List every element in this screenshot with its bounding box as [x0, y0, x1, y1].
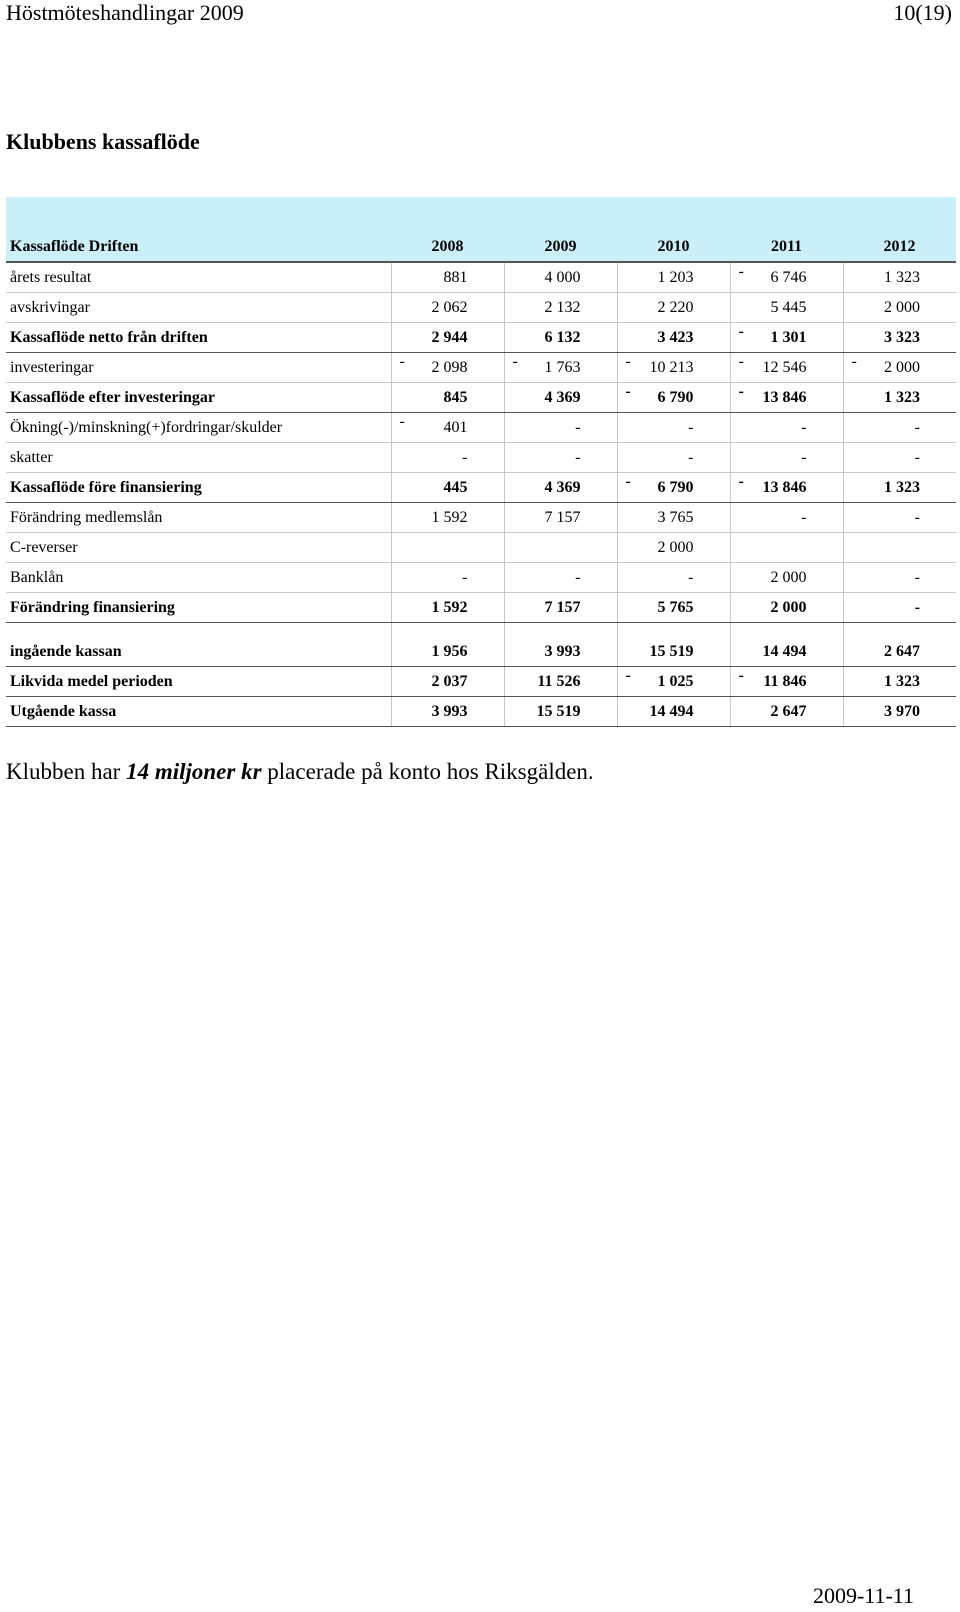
negative-sign: -: [738, 353, 744, 370]
section-title: Klubbens kassaflöde: [6, 129, 200, 154]
negative-sign: -: [738, 263, 744, 280]
negative-sign: -: [738, 323, 744, 340]
table-row: [6, 473, 956, 503]
negative-sign: -: [625, 667, 631, 684]
cell-2008: 845: [391, 383, 504, 413]
table-row: [6, 262, 956, 293]
cell-2011: [730, 262, 843, 293]
cell-2011: 2 000: [730, 593, 843, 623]
cell-2012: 1 323: [843, 667, 956, 697]
cell-2008: -: [391, 443, 504, 473]
cell-number: 13 846: [762, 388, 807, 406]
row-label: ingående kassan: [6, 637, 391, 667]
row-label: Utgående kassa: [6, 697, 391, 727]
table-row: [6, 533, 956, 563]
table-row: [6, 697, 956, 727]
cell-2009: [504, 353, 617, 383]
table-header-row: [6, 233, 956, 262]
table-row: [6, 293, 956, 323]
cell-2008: -: [391, 563, 504, 593]
cell-2011: [730, 667, 843, 697]
cell-2009: -: [504, 443, 617, 473]
negative-sign: -: [625, 473, 631, 490]
table-header-band: [6, 197, 956, 233]
year-header: 2010: [617, 233, 730, 262]
cell-number: 11 846: [763, 672, 807, 690]
negative-sign: -: [399, 353, 405, 370]
table-row: [6, 353, 956, 383]
cell-2012: -: [843, 593, 956, 623]
cell-2008: 881: [391, 262, 504, 293]
cell-2011: 2 000: [730, 563, 843, 593]
table-row: [6, 667, 956, 697]
cell-2008: [391, 413, 504, 443]
cell-2012: -: [843, 413, 956, 443]
cell-number: 2 098: [431, 358, 468, 376]
table-row: [6, 503, 956, 533]
cell-2010: -: [617, 563, 730, 593]
cell-2012: 3 970: [843, 697, 956, 727]
row-label: Kassaflöde före finansiering: [6, 473, 391, 503]
row-label: C-reverser: [6, 533, 391, 563]
cell-2010: 2 000: [617, 533, 730, 563]
year-header: 2011: [730, 233, 843, 262]
row-label: Likvida medel perioden: [6, 667, 391, 697]
cell-2012: 1 323: [843, 262, 956, 293]
cell-number: 1 025: [657, 672, 694, 690]
cell-2010: 3 765: [617, 503, 730, 533]
cell-2008: 2 062: [391, 293, 504, 323]
cell-2012: 2 647: [843, 637, 956, 667]
cell-2011: [730, 383, 843, 413]
cell-2010: [617, 667, 730, 697]
cell-2008: 445: [391, 473, 504, 503]
cell-2009: -: [504, 563, 617, 593]
cell-2010: -: [617, 413, 730, 443]
cell-2010: 14 494: [617, 697, 730, 727]
cell-2008: 3 993: [391, 697, 504, 727]
cell-number: 6 746: [770, 268, 807, 286]
cell-2011: 14 494: [730, 637, 843, 667]
note-text-end: placerade på konto hos Riksgälden.: [261, 759, 594, 784]
cell-2011: [730, 473, 843, 503]
cell-number: 6 790: [657, 388, 694, 406]
cell-2010: -: [617, 443, 730, 473]
year-header: 2012: [843, 233, 956, 262]
table-row: [6, 383, 956, 413]
cell-2009: 4 369: [504, 383, 617, 413]
cell-2011: [730, 323, 843, 353]
cell-2010: 3 423: [617, 323, 730, 353]
row-label: Ökning(-)/minskning(+)fordringar/skulder: [6, 413, 391, 443]
placement-note: [6, 758, 594, 786]
cell-2009: 4 369: [504, 473, 617, 503]
row-label: årets resultat: [6, 262, 391, 293]
cell-number: 2 000: [884, 358, 920, 376]
cell-number: 1 301: [770, 328, 807, 346]
cell-number: 401: [443, 418, 468, 436]
negative-sign: -: [738, 667, 744, 684]
negative-sign: -: [625, 383, 631, 400]
cell-2011: 2 647: [730, 697, 843, 727]
spacer-cell: [6, 623, 391, 638]
year-header: 2008: [391, 233, 504, 262]
cell-number: 6 790: [657, 478, 694, 496]
cell-2008: 1 592: [391, 593, 504, 623]
row-label: Kassaflöde netto från driften: [6, 323, 391, 353]
document-title: Höstmöteshandlingar 2009: [6, 0, 244, 25]
cell-2012: -: [843, 503, 956, 533]
negative-sign: -: [851, 353, 857, 370]
cell-2010: [617, 353, 730, 383]
row-label: Kassaflöde efter investeringar: [6, 383, 391, 413]
cell-2008: 2 037: [391, 667, 504, 697]
row-label: skatter: [6, 443, 391, 473]
footer-date: 2009-11-11: [812, 1583, 914, 1608]
page-number: 10(19): [893, 0, 952, 25]
note-emphasis: 14 miljoner kr: [126, 759, 262, 784]
cell-2008: [391, 353, 504, 383]
negative-sign: -: [625, 353, 631, 370]
table-body: [6, 262, 956, 727]
cell-2009: 3 993: [504, 637, 617, 667]
cell-2009: 6 132: [504, 323, 617, 353]
cell-number: 13 846: [762, 478, 807, 496]
cell-2009: [504, 533, 617, 563]
table-row: [6, 443, 956, 473]
row-label: investeringar: [6, 353, 391, 383]
cell-2008: 1 592: [391, 503, 504, 533]
cell-2010: 15 519: [617, 637, 730, 667]
cell-2009: 2 132: [504, 293, 617, 323]
year-header: 2009: [504, 233, 617, 262]
spacer-cell: [843, 623, 956, 638]
cell-2010: [617, 383, 730, 413]
table-row: [6, 323, 956, 353]
cell-2009: 7 157: [504, 593, 617, 623]
negative-sign: -: [738, 473, 744, 490]
cell-number: 1 763: [544, 358, 581, 376]
cell-2011: -: [730, 413, 843, 443]
cell-2012: -: [843, 563, 956, 593]
table-row: [6, 413, 956, 443]
negative-sign: -: [738, 383, 744, 400]
cell-2008: 2 944: [391, 323, 504, 353]
cell-2011: [730, 533, 843, 563]
cell-2012: -: [843, 443, 956, 473]
table-row: [6, 563, 956, 593]
cell-2009: 15 519: [504, 697, 617, 727]
row-label: Banklån: [6, 563, 391, 593]
row-label: Förändring finansiering: [6, 593, 391, 623]
cell-2011: 5 445: [730, 293, 843, 323]
cell-number: 12 546: [762, 358, 807, 376]
cell-2008: 1 956: [391, 637, 504, 667]
table-row: [6, 637, 956, 667]
cell-2012: [843, 353, 956, 383]
spacer-cell: [391, 623, 504, 638]
table-spacer-row: [6, 623, 956, 638]
cell-2010: 1 203: [617, 262, 730, 293]
cell-2012: [843, 533, 956, 563]
cell-2009: 4 000: [504, 262, 617, 293]
spacer-cell: [617, 623, 730, 638]
spacer-cell: [730, 623, 843, 638]
cell-2012: 3 323: [843, 323, 956, 353]
note-text-start: Klubben har: [6, 759, 127, 784]
row-label: Förändring medlemslån: [6, 503, 391, 533]
cashflow-table: [6, 233, 956, 727]
cell-2009: 11 526: [504, 667, 617, 697]
spacer-cell: [504, 623, 617, 638]
cell-number: 10 213: [649, 358, 694, 376]
table-row: [6, 593, 956, 623]
cell-2009: 7 157: [504, 503, 617, 533]
cell-2011: -: [730, 503, 843, 533]
cashflow-table-container: [6, 197, 956, 727]
cell-2011: [730, 353, 843, 383]
cell-2010: [617, 473, 730, 503]
cell-2009: -: [504, 413, 617, 443]
cell-2008: [391, 533, 504, 563]
cell-2011: -: [730, 443, 843, 473]
cell-2012: 2 000: [843, 293, 956, 323]
cell-2012: 1 323: [843, 383, 956, 413]
table-title: Kassaflöde Driften: [6, 233, 391, 262]
cell-2010: 5 765: [617, 593, 730, 623]
negative-sign: -: [512, 353, 518, 370]
cell-2012: 1 323: [843, 473, 956, 503]
negative-sign: -: [399, 413, 405, 430]
row-label: avskrivingar: [6, 293, 391, 323]
cell-2010: 2 220: [617, 293, 730, 323]
